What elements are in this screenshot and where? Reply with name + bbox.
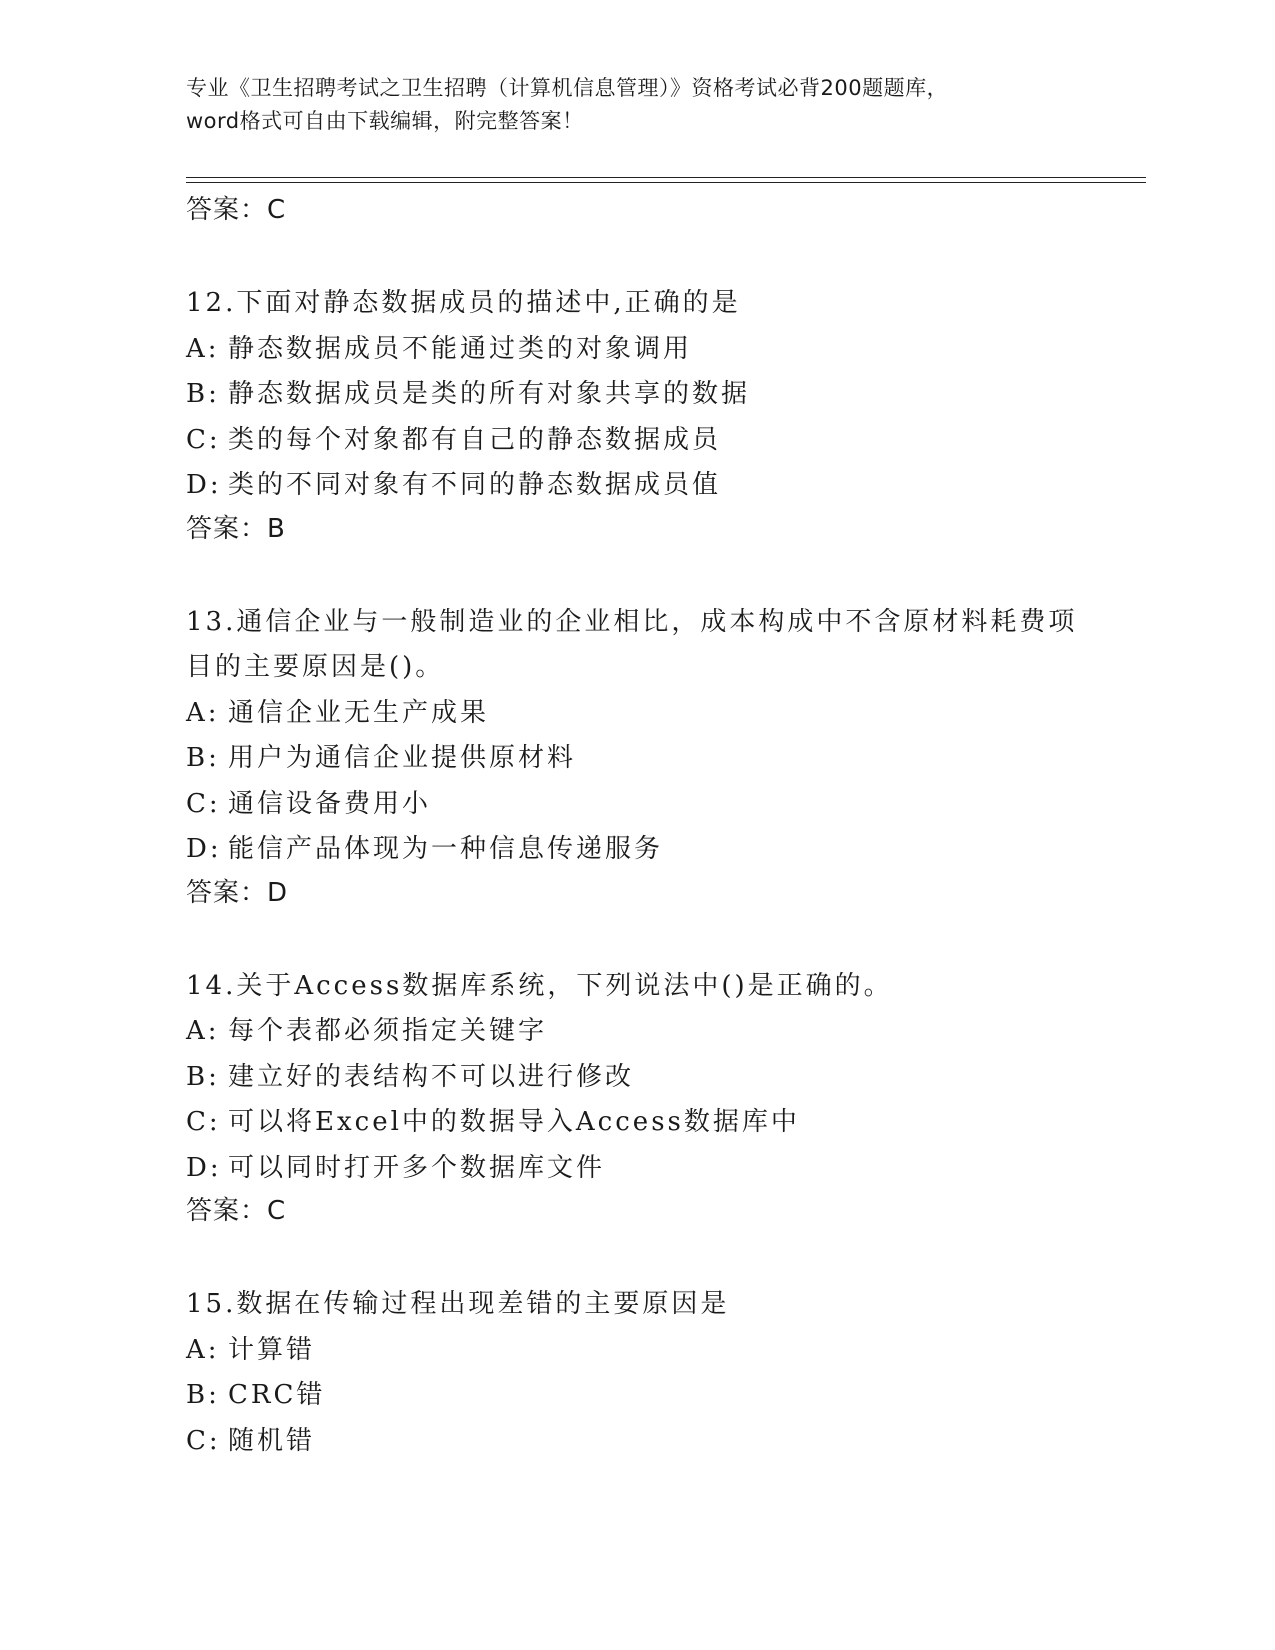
option-letter: A: (186, 697, 220, 728)
answer: 答案：C (186, 1196, 287, 1226)
option-text: 类的不同对象有不同的静态数据成员值 (228, 470, 722, 500)
header-rule-bottom (186, 182, 1146, 183)
option-c (186, 418, 1146, 464)
option-letter: A: (186, 333, 220, 364)
option-b (186, 1373, 1146, 1419)
question-title-line-2: 目的主要原因是()。 (186, 652, 445, 682)
question-title-line-1: 13.通信企业与一般制造业的企业相比，成本构成中不含原材料耗费项 (186, 606, 1078, 637)
document-header (186, 72, 1106, 138)
option-text: 用户为通信企业提供原材料 (228, 743, 577, 773)
option-text: CRC错 (228, 1380, 326, 1410)
option-letter: D: (186, 1152, 222, 1183)
option-text: 通信设备费用小 (228, 788, 432, 819)
option-text: 可以同时打开多个数据库文件 (228, 1152, 606, 1183)
option-letter: B: (186, 1061, 220, 1092)
option-text: 可以将Excel中的数据导入Access数据库中 (228, 1107, 800, 1137)
option-letter: D: (186, 834, 222, 864)
option-text: 随机错 (228, 1425, 316, 1456)
option-text: 计算错 (228, 1334, 316, 1365)
option-letter: C: (186, 1107, 221, 1137)
question-list (186, 190, 1146, 1464)
option-d (186, 463, 1146, 509)
option-b (186, 736, 1146, 782)
document-page (186, 0, 1146, 1650)
question-13 (186, 600, 1146, 919)
option-text: 静态数据成员是类的所有对象共享的数据 (228, 379, 751, 409)
spacer (186, 919, 1146, 964)
option-d (186, 1146, 1146, 1192)
option-text: 每个表都必须指定关键字 (228, 1016, 548, 1046)
option-letter: D: (186, 470, 222, 500)
option-text: 通信企业无生产成果 (228, 697, 490, 728)
header-line-1: 专业《卫生招聘考试之卫生招聘（计算机信息管理）》资格考试必背200题题库， (186, 76, 949, 100)
option-text: 能信产品体现为一种信息传递服务 (228, 834, 664, 864)
spacer (186, 1237, 1146, 1282)
option-a (186, 327, 1146, 373)
question-title: 14.关于Access数据库系统，下列说法中()是正确的。 (186, 970, 893, 1001)
option-a (186, 691, 1146, 737)
option-letter: C: (186, 788, 221, 819)
option-a (186, 1328, 1146, 1374)
spacer (186, 555, 1146, 600)
option-d (186, 827, 1146, 873)
answer: 答案：D (186, 877, 289, 908)
option-b (186, 1055, 1146, 1101)
question-12 (186, 281, 1146, 555)
option-text: 类的每个对象都有自己的静态数据成员 (228, 424, 722, 455)
option-text: 建立好的表结构不可以进行修改 (228, 1061, 635, 1092)
header-rule-top (186, 177, 1146, 178)
spacer (186, 236, 1146, 281)
option-letter: C: (186, 424, 221, 455)
option-letter: B: (186, 379, 220, 409)
option-letter: A: (186, 1334, 220, 1365)
option-letter: C: (186, 1425, 221, 1456)
option-letter: A: (186, 1016, 220, 1046)
question-15 (186, 1282, 1146, 1464)
option-c (186, 1419, 1146, 1465)
option-c (186, 782, 1146, 828)
answer-prev: 答案：C (186, 195, 287, 225)
header-line-2: word格式可自由下载编辑，附完整答案！ (186, 109, 584, 133)
option-letter: B: (186, 1380, 220, 1410)
option-letter: B: (186, 743, 220, 773)
question-14 (186, 964, 1146, 1238)
option-c (186, 1100, 1146, 1146)
question-title: 15.数据在传输过程出现差错的主要原因是 (186, 1289, 730, 1319)
option-b (186, 372, 1146, 418)
question-title: 12.下面对静态数据成员的描述中,正确的是 (186, 288, 741, 318)
answer: 答案：B (186, 513, 286, 544)
option-text: 静态数据成员不能通过类的对象调用 (228, 333, 693, 364)
option-a (186, 1009, 1146, 1055)
